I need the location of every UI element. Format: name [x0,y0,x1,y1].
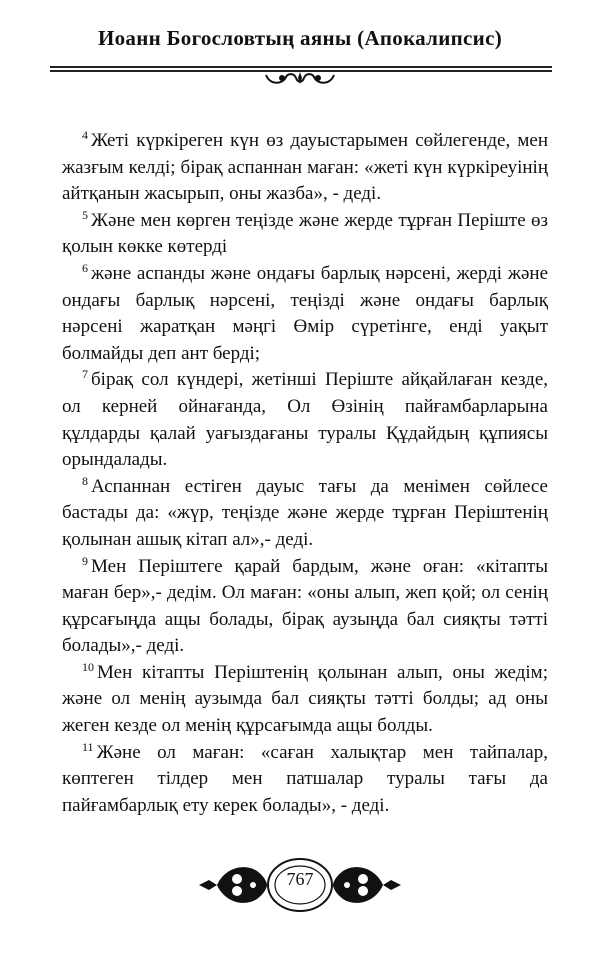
verse-4 [62,128,548,208]
verse-5 [62,208,548,261]
verse-text: Және ол маған: «саған халықтар мен тайпалар, көптеген тілдер мен патшалар туралы тағы да пайғамбарлық ету керек болады», - деді. [62,741,548,816]
verse-text: Жеті күркіреген күн өз дауыстарымен сөйлегенде, мен жазғым келді; бірақ аспаннан маған: «жеті күн күркіреуінің айтқанын жасырып, оны жазба», - деді. [62,130,548,205]
page-number: 767 [286,869,314,889]
verse-8 [62,474,548,554]
verse-number: 11 [82,739,94,754]
verse-text: Мен кітапты Періштенің қолынан алып, оны жедім; және ол менің аузымда бал сияқты тәтті болды; ад оны жеген кезде ол менің құрсағымда ащы болды. [62,661,548,737]
verse-number: 5 [82,207,88,222]
verse-9 [62,554,548,660]
running-header-title: Иоанн Богословтың аяны (Апокалипсис) [98,26,502,50]
verse-text: және аспанды және ондағы барлық нәрсені, жерді және ондағы барлық нәрсені, теңізді және ондағы барлық нәрсені жаратқан мәңгі Өмір сүретінге, енді уақыт болмайды деп ант берді; [62,262,548,364]
verse-number: 6 [82,260,88,275]
verse-number: 4 [82,128,88,142]
verse-number: 8 [82,473,88,488]
verse-number: 9 [82,553,88,568]
verse-text-body [62,128,548,819]
verse-6 [62,261,548,367]
verse-10 [62,660,548,740]
verse-number: 10 [82,659,94,674]
header-rule-top [50,66,552,68]
header-ornament-icon [262,69,338,87]
verse-text: Мен Періштеге қарай бардым, және оған: «кітапты маған бер»,- дедім. Ол маған: «оны алып, жеп қой; ол сенің құрсағыңда ащы болады, бірақ аузыңда бал сияқты тәтті болады»,- деді. [62,555,548,657]
verse-number: 7 [82,367,88,382]
verse-text: Аспаннан естіген дауыс тағы да менімен сөйлесе бастады да: «жүр, теңізде және жерде тұрған Періштенің қолынан ашық кітап ал»,- деді. [62,475,548,550]
verse-7 [62,367,548,473]
verse-text: бірақ сол күндері, жетінші Періште айқайлаған кезде, ол керней ойнағанда, Ол Өзінің пайғамбарларына құлдарды қалай уағыздағаны туралы Құдайдың құпиясы орындалады. [62,369,548,471]
verse-11 [62,740,548,820]
verse-text: Және мен көрген теңізде және жерде тұрған Періште өз қолын көкке көтерді [62,209,548,258]
